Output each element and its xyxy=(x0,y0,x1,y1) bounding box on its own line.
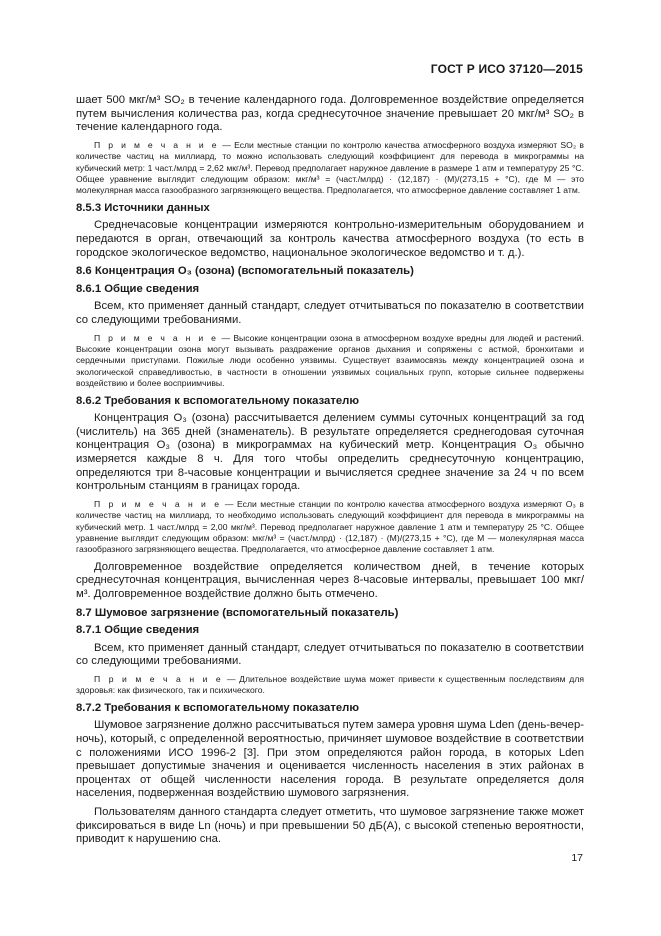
note-ozone-health xyxy=(76,333,584,390)
section-heading-8-6: 8.6 Концентрация O₃ (озона) (вспомогательный показатель) xyxy=(76,265,414,278)
section-heading-8-7: 8.7 Шумовое загрязнение (вспомогательный показатель) xyxy=(76,606,399,619)
note-text: — Длительное воздействие шума может привести к существенным последствиям для здоровья: как физического, так и психического. xyxy=(76,673,584,696)
paragraph-noise-night: Пользователям данного стандарта следует отметить, что шумовое загрязнение также может фиксироваться в виде Ln (ночь) и при превышении 50 дБ(А), с высокой степенью вероятности, приводит к нарушению сна. xyxy=(76,805,584,846)
paragraph-ozone-calc: Концентрация O₃ (озона) рассчитывается делением суммы суточных концентраций за год (числитель) на 365 дней (знаменатель). В результате определяется среднегодовая суточная концентрация O₃ (озона) в микрограммах на кубический метр. Концентрация O₃ обычно измеряется каждые 8 ч. Для того чтобы определить среднесуточную концентрацию, определяются три 8-часовые концентрации и вычисляется среднее значение за 24 ч по всем контрольным станциям в границах города. xyxy=(76,412,584,493)
note-text: — Высокие концентрации озона в атмосферном воздухе вредны для людей и растений. Высокие концентрации озона могут вызывать раздражение органов дыхания и сопряжены с астмой, бронхитами и сердечными приступами. Пожилые люди особенно уязвимы. Существует взаимосвязь между концентрацией озона и экологической справедливостью, в частности в отношении уязвимых социальных групп, которые сильнее подвержены воздействию и более восприимчивы. xyxy=(76,332,584,389)
paragraph-general-8-6: Всем, кто применяет данный стандарт, следует отчитываться по показателю в соответствии со следующими требованиями. xyxy=(76,300,584,326)
note-text: — Если местные станции по контролю качества атмосферного воздуха измеряют SO₂ в количестве частиц на миллиард, то можно использовать следующий коэффициент для перевода в микрограммы на кубический метр: 1 част./млрд = 2,62 мкг/м³. Перевод предполагает наружное давление в размере 1 атм и температуру 25 °C. Общее уравнение выглядит следующим образом: мкг/м³ = (част./млрд) · (12,187) · (M)/(273,15 + °C), где M — это молекулярная масса газообразного загрязняющего вещества. Предполагается, что атмосферное давление составляет 1 атм. xyxy=(76,139,584,196)
note-o3-conversion xyxy=(76,499,584,556)
note-label: П р и м е ч а н и е xyxy=(94,673,224,684)
section-heading-8-7-1: 8.7.1 Общие сведения xyxy=(76,624,200,637)
paragraph-continuation: шает 500 мкг/м³ SO₂ в течение календарного года. Долговременное воздействие определяется путем вычисления количества раз, когда среднесуточное значение превышает 20 мкг/м³ SO₂ в течение календарного года. xyxy=(76,94,584,134)
document-body xyxy=(76,94,584,852)
note-label: П р и м е ч а н и е xyxy=(94,498,222,509)
note-label: П р и м е ч а н и е xyxy=(94,139,219,150)
note-label: П р и м е ч а н и е xyxy=(94,332,219,343)
document-header: ГОСТ Р ИСО 37120—2015 xyxy=(430,62,583,76)
paragraph-general-8-7: Всем, кто применяет данный стандарт, следует отчитываться по показателю в соответствии со следующими требованиями. xyxy=(76,641,584,668)
note-text: — Если местные станции по контролю качества атмосферного воздуха измеряют O₃ в количестве частиц на миллиард, то необходимо использовать следующий коэффициент для перевода в микрограммы на кубический метр. 1 част./млрд = 2,00 мкг/м³. Перевод предполагает наружное давление 1 атм и температуру 25 °C. Общее уравнение выглядит следующим образом: мкг/м³ = (част./млрд) · (12,187) · (M)/(273,15 + °C), где M — молекулярная масса газообразного загрязняющего вещества. Предполагается, что атмосферное давление составляет 1 атм. xyxy=(76,498,584,555)
paragraph-data-sources: Среднечасовые концентрации измеряются контрольно-измерительным оборудованием и передаются в орган, отвечающий за контроль качества атмосферного воздуха (то есть в городское экологическое ведомство, национальное экологическое ведомство и т. д.). xyxy=(76,219,584,259)
page-number: 17 xyxy=(571,852,583,864)
section-heading-8-6-1: 8.6.1 Общие сведения xyxy=(76,282,200,295)
section-heading-8-7-2: 8.7.2 Требования к вспомогательному показателю xyxy=(76,701,359,714)
section-heading-8-6-2: 8.6.2 Требования к вспомогательному показателю xyxy=(76,394,359,407)
note-noise-health xyxy=(76,674,584,697)
paragraph-long-term-exposure: Долговременное воздействие определяется количеством дней, в течение которых среднесуточная концентрация, вычисленная через 8-часовые интервалы, превышает 100 мкг/м³. Долговременное воздействие должно быть отмечено. xyxy=(76,560,584,600)
note-so2-conversion xyxy=(76,140,584,197)
section-heading-8-5-3: 8.5.3 Источники данных xyxy=(76,201,210,214)
paragraph-noise-measurement: Шумовое загрязнение должно рассчитываться путем замера уровня шума Lden (день-вечер-ночь), который, с определенной вероятностью, причиняет шумовое воздействие в соответствии с положениями ИСО 1996-2 [3]. При этом определяются район города, в которых Lden превышает допустимые значения и оценивается численность населения в этих районах в процентах от общей численности населения города. В результате определяется доля населения, подверженная воздействию шумового загрязнения. xyxy=(76,719,584,800)
